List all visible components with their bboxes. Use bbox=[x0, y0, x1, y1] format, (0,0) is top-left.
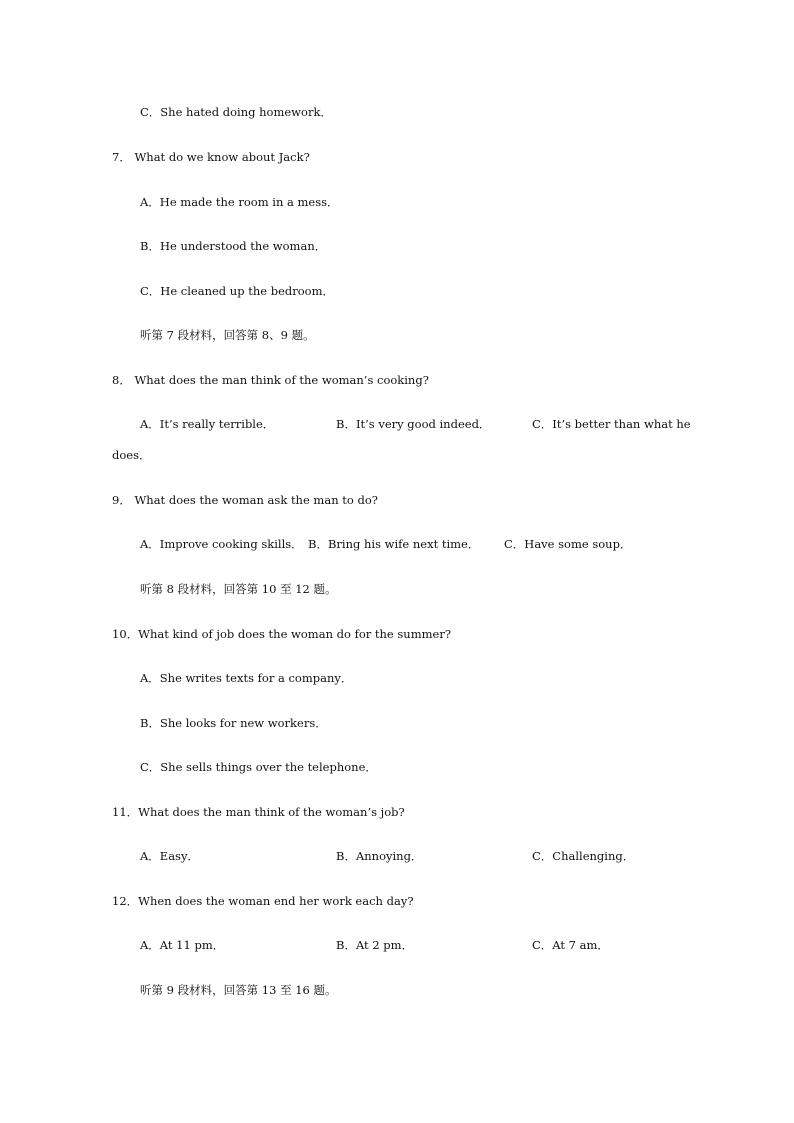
q10-option-c: C．She sells things over the telephone． bbox=[140, 760, 377, 774]
q12-option-b: B．At 2 pm． bbox=[336, 938, 414, 952]
q12-question: 12．When does the woman end her work each day? bbox=[112, 894, 414, 908]
q9-option-a: A．Improve cooking skills． bbox=[140, 537, 303, 551]
q11-option-a: A．Easy． bbox=[140, 849, 199, 863]
q8-question: 8． What does the man think of the woman’s cooking? bbox=[112, 373, 429, 387]
q11-question: 11．What does the man think of the woman’s job? bbox=[112, 805, 405, 819]
q9-option-c: C．Have some soup． bbox=[504, 537, 632, 551]
q11-option-c: C．Challenging． bbox=[532, 849, 635, 863]
q7-option-b: B．He understood the woman． bbox=[140, 239, 327, 253]
q12-option-c: C．At 7 am． bbox=[532, 938, 609, 952]
q8-option-c: C．It’s better than what he bbox=[532, 417, 691, 431]
q6-option-c: C．She hated doing homework． bbox=[140, 105, 332, 119]
q8-option-b: B．It’s very good indeed． bbox=[336, 417, 491, 431]
q10-option-b: B．She looks for new workers． bbox=[140, 716, 327, 730]
q7-question: 7． What do we know about Jack? bbox=[112, 150, 310, 164]
q7-option-a: A．He made the room in a mess． bbox=[140, 195, 339, 209]
q10-question: 10．What kind of job does the woman do for the summer? bbox=[112, 627, 451, 641]
q9-option-b: B．Bring his wife next time． bbox=[308, 537, 480, 551]
q9-question: 9． What does the woman ask the man to do? bbox=[112, 493, 378, 507]
q8-option-a: A．It’s really terrible． bbox=[140, 417, 275, 431]
q11-option-b: B．Annoying． bbox=[336, 849, 423, 863]
q12-option-a: A．At 11 pm． bbox=[140, 938, 225, 952]
section-9-instruction: 听第 9 段材料，回答第 13 至 16 题。 bbox=[140, 983, 337, 997]
q10-option-a: A．She writes texts for a company． bbox=[140, 671, 353, 685]
section-8-instruction: 听第 8 段材料，回答第 10 至 12 题。 bbox=[140, 582, 337, 596]
q8-option-c-continued: does． bbox=[112, 448, 151, 462]
q7-option-c: C．He cleaned up the bedroom． bbox=[140, 284, 334, 298]
section-7-instruction: 听第 7 段材料，回答第 8、9 题。 bbox=[140, 328, 315, 342]
